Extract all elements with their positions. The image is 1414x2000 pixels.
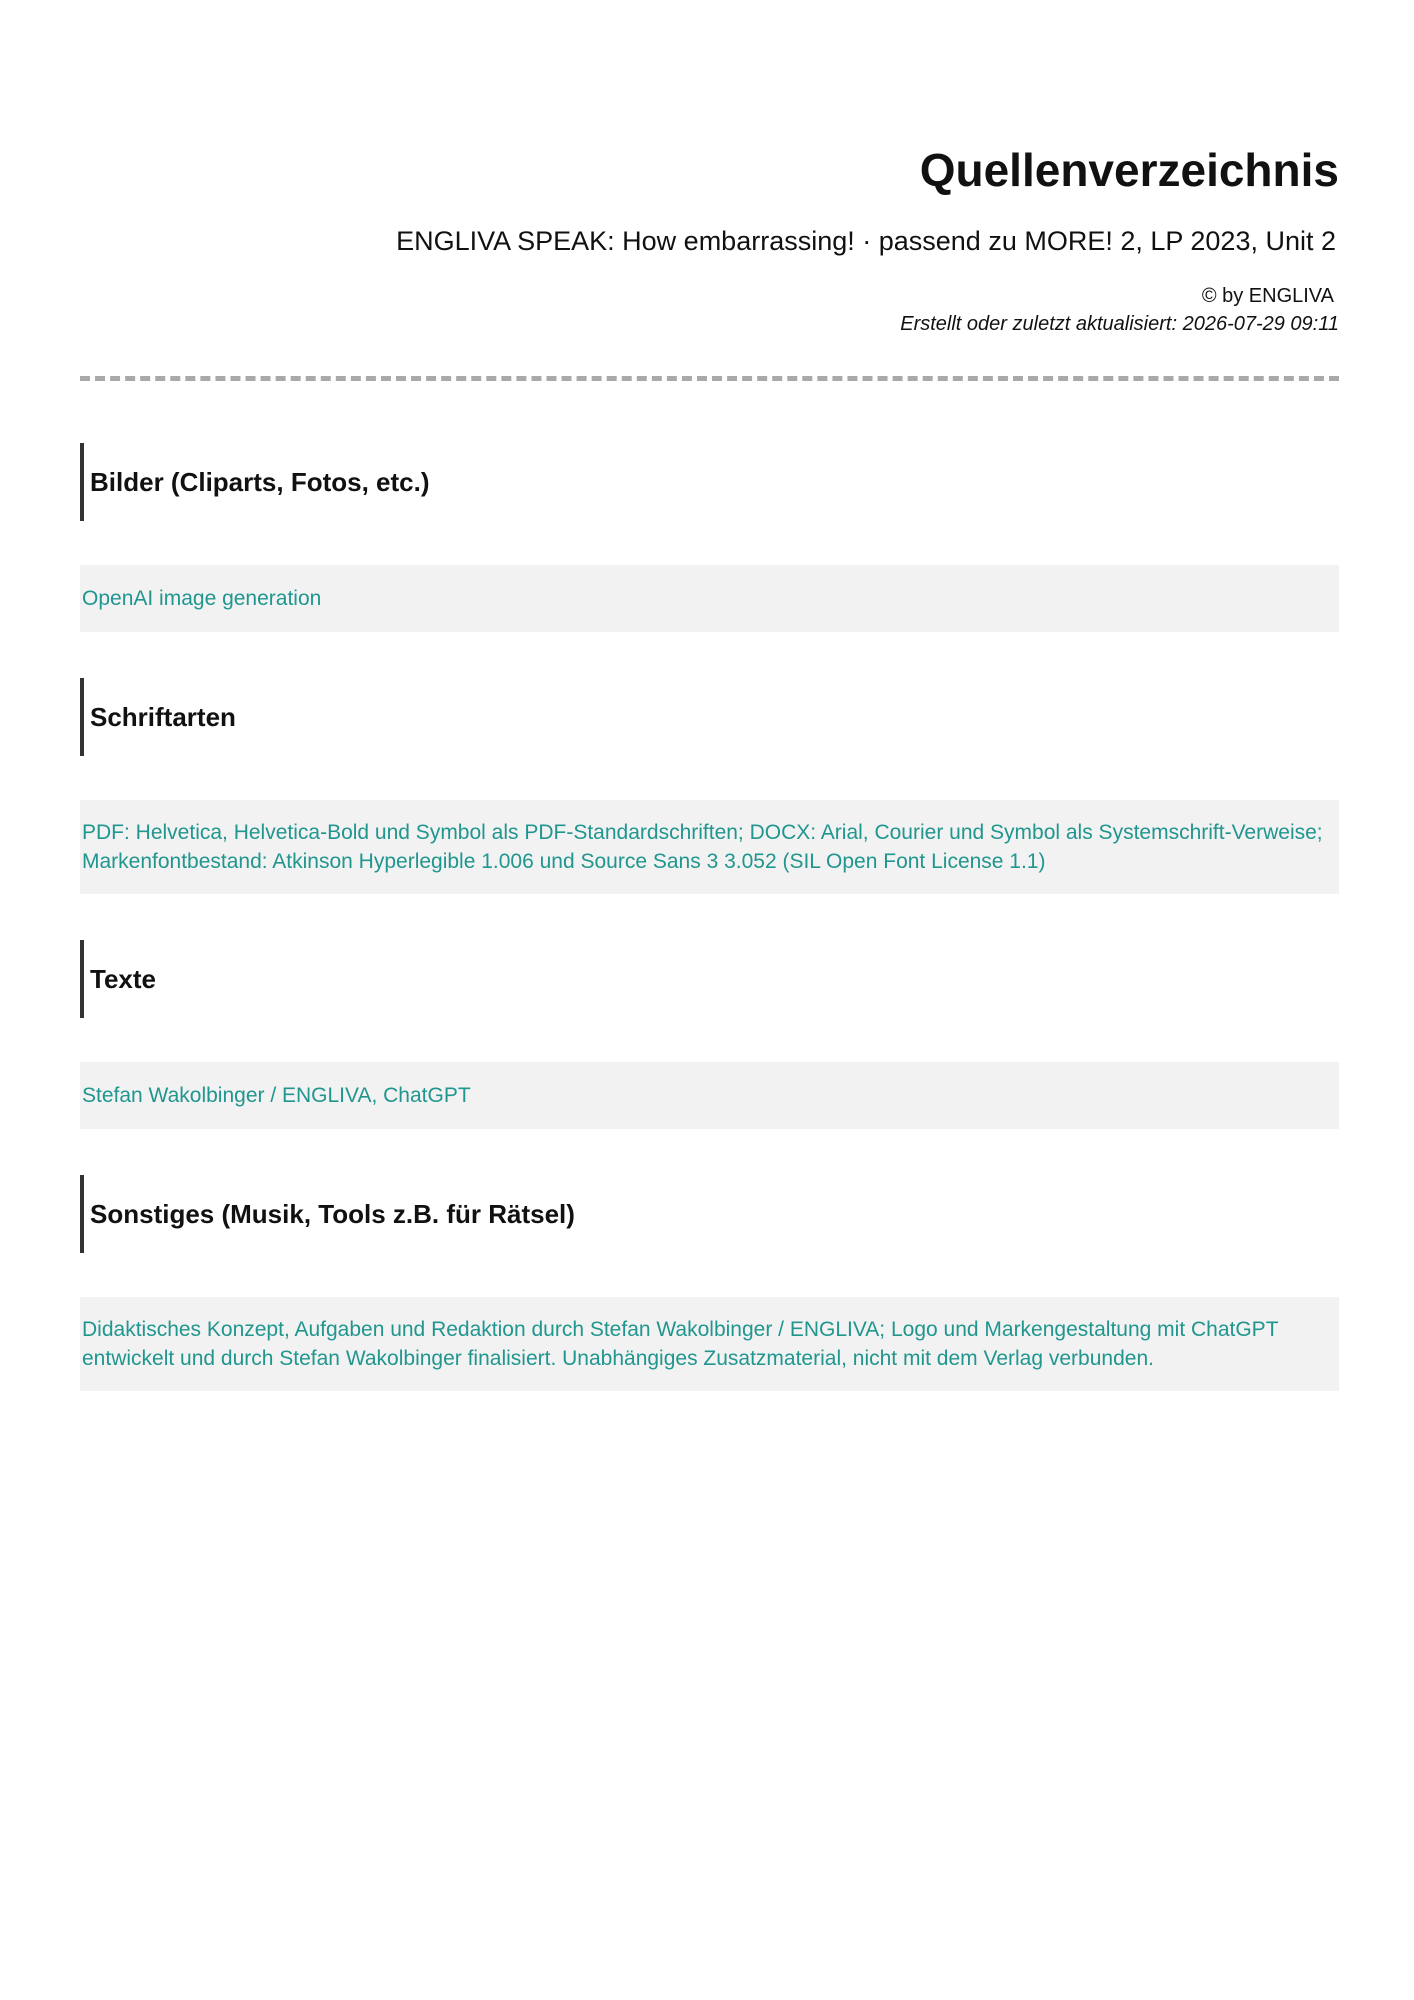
section-heading-texte: Texte [80,940,1339,1018]
page-title: Quellenverzeichnis [919,144,1339,196]
section-heading-bilder: Bilder (Cliparts, Fotos, etc.) [80,443,1339,521]
last-updated-timestamp: Erstellt oder zuletzt aktualisiert: 2026-07-29 09:11 [900,313,1339,335]
dashed-divider [80,376,1339,381]
section-body-texte: Stefan Wakolbinger / ENGLIVA, ChatGPT [80,1062,1339,1129]
copyright-notice: © by ENGLIVA [1201,285,1334,307]
section-heading-schriftarten: Schriftarten [80,678,1339,756]
document-header [80,0,1339,338]
document-page [80,0,1339,2000]
section-heading-sonstiges: Sonstiges (Musik, Tools z.B. für Rätsel) [80,1175,1339,1253]
document-subtitle: ENGLIVA SPEAK: How embarrassing! · passend zu MORE! 2, LP 2023, Unit 2 [396,226,1336,256]
section-body-bilder: OpenAI image generation [80,565,1339,632]
section-body-sonstiges: Didaktisches Konzept, Aufgaben und Redaktion durch Stefan Wakolbinger / ENGLIVA; Logo und Markengestaltung mit ChatGPT entwickelt und durch Stefan Wakolbinger finalisiert. Unabhängiges Zusatzmaterial, nicht mit dem Verlag verbunden. [80,1297,1339,1391]
section-body-schriftarten: PDF: Helvetica, Helvetica-Bold und Symbol als PDF-Standardschriften; DOCX: Arial, Courier und Symbol als Systemschrift-Verweise; Markenfontbestand: Atkinson Hyperlegible 1.006 und Source Sans 3 3.052 (SIL Open Font License 1.1) [80,800,1339,894]
